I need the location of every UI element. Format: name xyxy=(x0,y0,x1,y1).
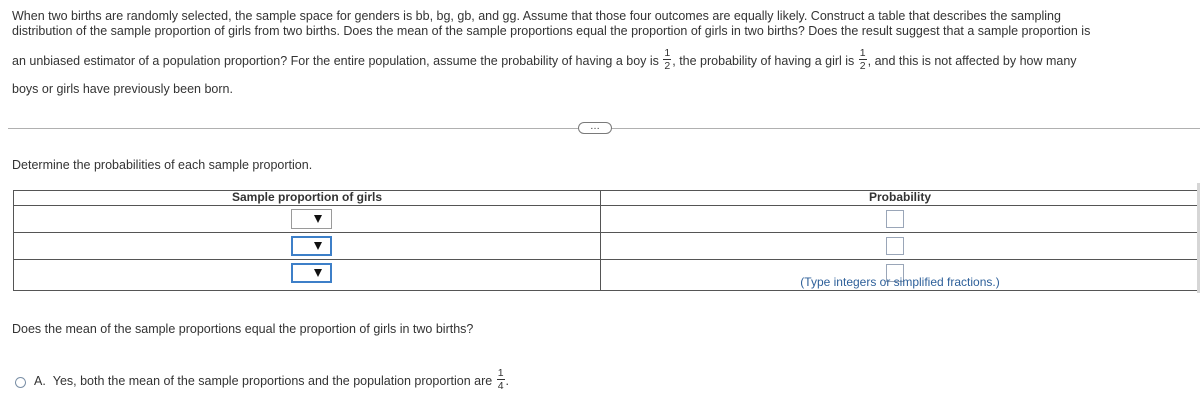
table-row xyxy=(14,260,1200,291)
problem-line-3c: , and this is not affected by how many xyxy=(867,53,1077,68)
probability-cell xyxy=(601,206,1200,233)
proportion-dropdown[interactable] xyxy=(291,263,332,283)
problem-line-3 xyxy=(12,47,1077,73)
problem-line-3b: , the probability of having a girl is xyxy=(672,53,855,68)
fraction-denominator: 2 xyxy=(859,60,866,72)
triangle-down-icon xyxy=(314,215,322,223)
problem-line-1: When two births are randomly selected, the sample space for genders is bb, bg, gb, and gg. Assume that those four outcomes are equally likely. Construct a table that describes the sampling xyxy=(12,9,1061,23)
radio-circle-icon[interactable] xyxy=(15,377,26,388)
table-row xyxy=(14,206,1200,233)
fraction-denominator: 4 xyxy=(497,380,504,392)
input-hint: (Type integers or simplified fractions.) xyxy=(800,275,1000,289)
fraction-denominator: 2 xyxy=(664,60,671,72)
question-mean-proportion: Does the mean of the sample proportions equal the proportion of girls in two births? xyxy=(12,322,474,336)
table-header-row xyxy=(14,191,1200,206)
fraction-boy xyxy=(663,48,671,71)
sampling-distribution-table xyxy=(13,190,1200,291)
problem-line-2: distribution of the sample proportion of girls from two births. Does the mean of the sample proportions equal the proportion of girls in two births? Does the result suggest that a sample proportion is xyxy=(12,24,1091,38)
option-a-letter: A. xyxy=(34,373,46,388)
proportion-cell xyxy=(14,206,601,233)
option-a[interactable] xyxy=(34,367,510,393)
proportion-dropdown[interactable] xyxy=(291,236,332,256)
probability-input[interactable] xyxy=(886,210,904,228)
column-header-sample-proportion: Sample proportion of girls xyxy=(14,191,601,206)
instruction-text: Determine the probabilities of each sample proportion. xyxy=(12,158,313,172)
fraction-numerator: 1 xyxy=(664,47,671,59)
proportion-dropdown[interactable] xyxy=(291,209,332,229)
proportion-cell xyxy=(14,260,601,291)
table-row xyxy=(14,233,1200,260)
proportion-cell xyxy=(14,233,601,260)
fraction-numerator: 1 xyxy=(859,47,866,59)
triangle-down-icon xyxy=(314,269,322,277)
problem-line-4: boys or girls have previously been born. xyxy=(12,82,233,96)
option-a-text: Yes, both the mean of the sample proportions and the population proportion are xyxy=(52,373,493,388)
fraction-numerator: 1 xyxy=(497,367,504,379)
probability-cell xyxy=(601,233,1200,260)
fraction-girl xyxy=(859,48,867,71)
probability-input[interactable] xyxy=(886,237,904,255)
option-a-end: . xyxy=(505,373,510,388)
expand-ellipsis-button[interactable]: … xyxy=(578,122,612,134)
probability-cell xyxy=(601,260,1200,291)
column-header-probability: Probability xyxy=(601,191,1200,206)
problem-line-3a: an unbiased estimator of a population proportion? For the entire population, assume the probability of having a boy is xyxy=(12,53,659,68)
fraction-option-a xyxy=(497,368,505,391)
triangle-down-icon xyxy=(314,242,322,250)
